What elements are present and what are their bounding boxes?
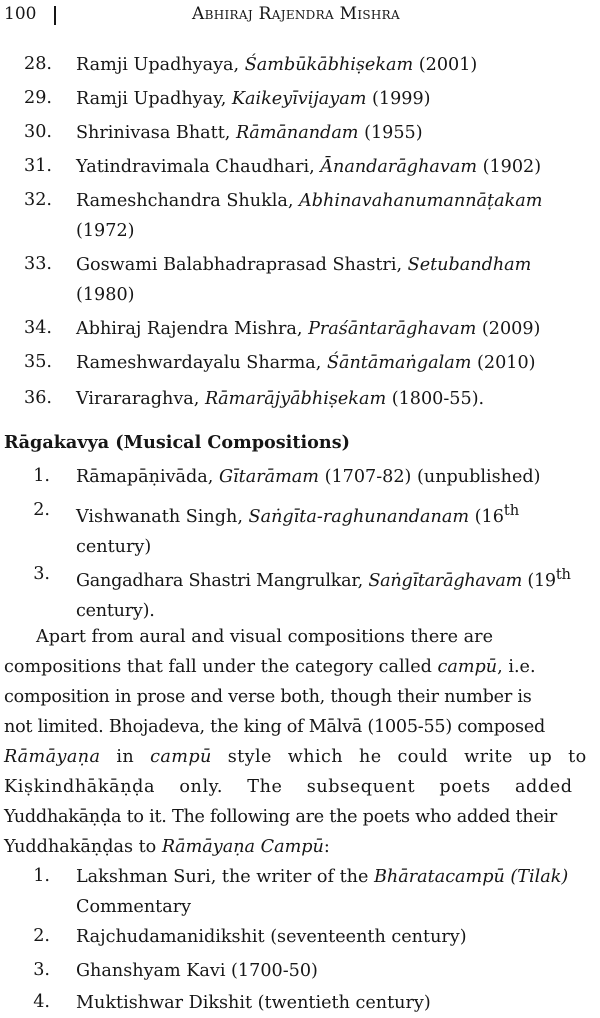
item-century: century) [76,536,152,557]
list-item-number: 3. [33,564,50,584]
list-item [76,462,596,492]
list-item [76,50,596,80]
item-year: (2010) [471,353,536,373]
item-year: (2009) [476,319,541,339]
list-item [76,84,596,114]
list-item-number: 1. [33,466,50,486]
list-item [76,560,596,626]
item-year: (1800-55). [386,389,485,409]
list-item-number: 1. [33,866,50,886]
item-year: (16 [469,506,504,527]
list-item-number: 32. [24,190,52,210]
item-title: Saṅgīta-raghunandanam [248,506,470,527]
list-item [76,186,576,246]
ordinal-suffix: th [555,566,571,583]
item-title: Ānandarāghavam [320,157,477,177]
list-item-number: 34. [24,318,52,338]
item-title: Śāntāmaṅgalam [326,353,472,373]
list-item [76,118,596,148]
list-item-number: 31. [24,156,52,176]
list-item-number: 4. [33,992,50,1012]
list-item: Rajchudamanidikshit (seventeenth century) [76,927,467,947]
page-number: 100 [4,4,37,24]
item-year: (1707-82) (unpublished) [318,467,541,487]
list-item: Muktishwar Dikshit (twentieth century) [76,993,431,1013]
list-item [76,250,576,310]
paragraph-line: composition in prose and verse both, though their number is [4,687,532,707]
list-item: Lakshman Suri, the writer of the Bhāratacampū (Tilak) Commentary [76,867,569,917]
item-author: Shrinivasa Bhatt, [76,123,236,143]
item-title: Gītarāmam [218,467,319,487]
paragraph-line: Yuddhakāṇḍas to Rāmāyaṇa Campū: [4,837,330,857]
list-item [76,314,596,344]
list-item-number: 30. [24,122,52,142]
item-title: Śambūkābhiṣekam [244,55,414,75]
item-title: Setubandham [407,255,532,275]
list-item-number: 2. [33,500,50,520]
running-title: Abhiraj Rajendra Mishra [192,4,400,24]
body-paragraph [4,622,596,862]
item-year: (1972) [76,221,135,241]
item-author: Yatindravimala Chaudhari, [76,157,321,177]
item-year: (1999) [366,89,431,109]
item-author: Abhiraj Rajendra Mishra, [76,319,309,339]
item-title: Rāmānandam [236,123,359,143]
list-item [76,348,596,378]
running-header [4,4,600,28]
item-title: Kaikeyīvijayam [231,89,367,109]
list-item-number: 3. [33,960,50,980]
ordinal-suffix: th [503,502,520,519]
item-author: Vishwanath Singh, [76,506,249,527]
list-item [76,384,596,414]
item-year: (1955) [358,123,423,143]
list-item-number: 35. [24,352,52,372]
paragraph-line: Kiṣkindhākāṇḍa only. The subsequent poets added [4,777,573,797]
item-author: Rāmapāṇivāda, [76,467,219,487]
item-title: Abhinavahanumannāṭakam [299,191,543,211]
item-year: (19 [522,570,556,591]
paragraph-line: compositions that fall under the category called campū, i.e. [4,657,536,677]
paragraph-line: not limited. Bhojadeva, the king of Mālvā (1005-55) composed [4,717,546,737]
paragraph-line: Rāmāyaṇa in campū style which he could write up to [4,747,587,767]
item-title: Praśāntarāghavam [308,319,477,339]
list-item-number: 28. [24,54,52,74]
paragraph-line: Yuddhakāṇḍa to it. The following are the poets who added their [4,807,558,827]
list-item-number: 36. [24,388,52,408]
item-century: century). [76,600,155,621]
item-author: Gangadhara Shastri Mangrulkar, [76,570,369,591]
list-item [76,152,596,182]
list-item: Ghanshyam Kavi (1700-50) [76,961,318,981]
item-year: (1980) [76,285,135,305]
item-author: Goswami Balabhadraprasad Shastri, [76,255,408,275]
item-title: Saṅgītarāghavam [368,570,523,591]
item-author: Ramji Upadhyaya, [76,55,245,75]
item-author: Rameshwardayalu Sharma, [76,353,327,373]
item-year: (2001) [413,55,478,75]
paragraph-line: Apart from aural and visual compositions there are [36,627,493,647]
section-heading: Rāgakavya (Musical Compositions) [4,432,350,453]
item-author: Rameshchandra Shukla, [76,191,300,211]
item-title: Rāmarājyābhiṣekam [204,389,387,409]
list-item-number: 2. [33,926,50,946]
item-year: (1902) [477,157,542,177]
list-item [76,496,594,562]
item-author: Virararaghva, [76,389,205,409]
list-item-number: 29. [24,88,52,108]
item-author: Ramji Upadhyay, [76,89,232,109]
list-item-number: 33. [24,254,52,274]
